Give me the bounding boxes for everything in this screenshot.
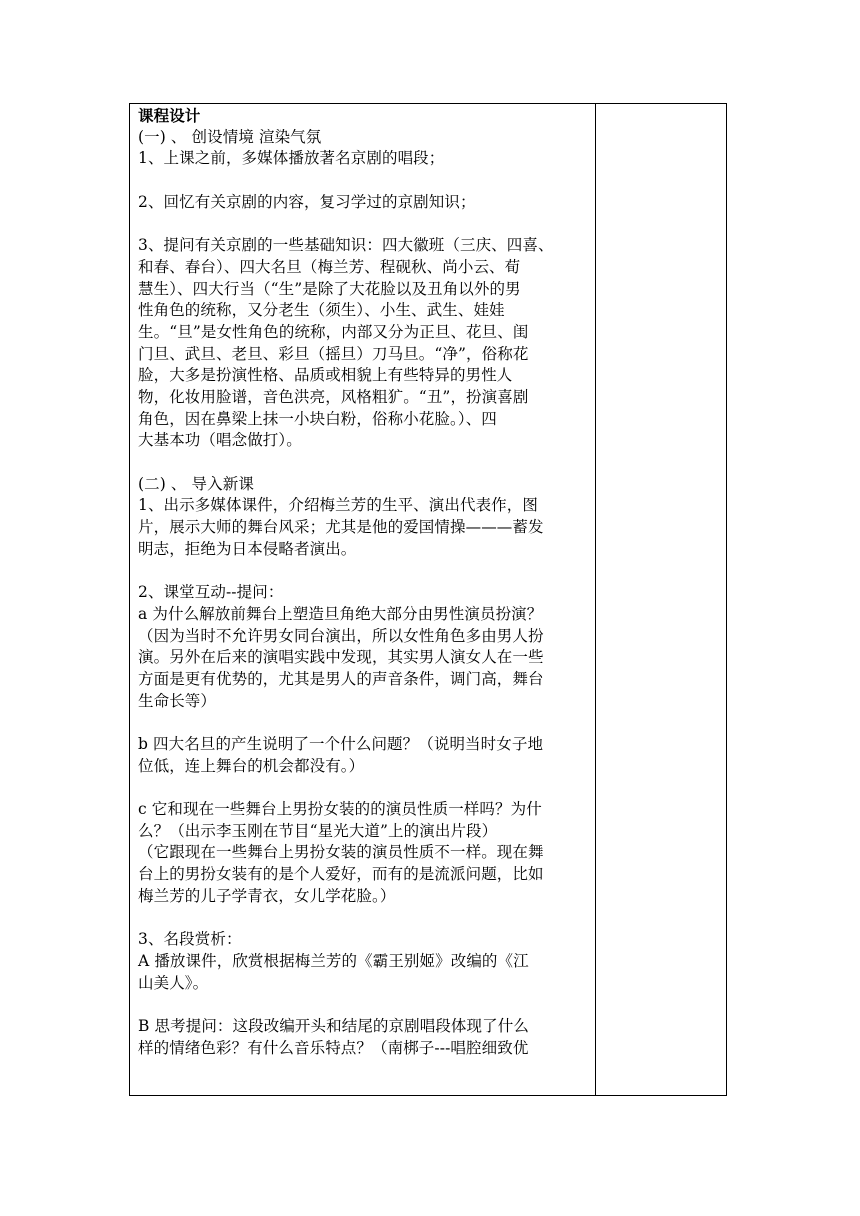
text-line: 3、名段赏析： xyxy=(138,930,242,949)
blank-line xyxy=(138,170,590,192)
text-line: 1、上课之前，多媒体播放著名京剧的唱段； xyxy=(138,149,445,168)
text-line: 大基本功（唱念做打）。 xyxy=(138,431,302,450)
text-line: （它跟现在一些舞台上男扮女装的演员性质不一样。现在舞 xyxy=(138,843,544,862)
notes-cell xyxy=(596,104,726,1095)
text-line: 物，化妆用脸谱，音色洪亮，风格粗犷。“丑”，扮演喜剧 xyxy=(138,387,529,406)
text-line: A 播放课件，欣赏根据梅兰芳的《霸王别姬》改编的《江 xyxy=(138,951,529,970)
blank-line xyxy=(138,452,590,474)
lesson-title: 课程设计 xyxy=(138,106,201,125)
blank-line xyxy=(138,712,590,734)
text-line: 脸，大多是扮演性格、品质或相貌上有些特异的男性人 xyxy=(138,366,513,385)
text-line: 演。另外在后来的演唱实践中发现，其实男人演女人在一些 xyxy=(138,648,544,667)
text-line: 梅兰芳的儿子学青衣，女儿学花脸。） xyxy=(138,886,396,905)
text-line: 和春、春台）、四大名旦（梅兰芳、程砚秋、尚小云、荀 xyxy=(138,257,521,276)
text-line: 方面是更有优势的，尤其是男人的声音条件，调门高，舞台 xyxy=(138,669,544,688)
text-line: 1、出示多媒体课件，介绍梅兰芳的生平、演出代表作，图 xyxy=(138,496,538,515)
lesson-content-cell xyxy=(138,105,590,1059)
text-line: 门旦、武旦、老旦、彩旦（摇旦）刀马旦。“净”，俗称花 xyxy=(138,344,529,363)
text-line: 生。“旦”是女性角色的统称，内部又分为正旦、花旦、闺 xyxy=(138,322,529,341)
text-line: c 它和现在一些舞台上男扮女装的的演员性质一样吗？为什 xyxy=(138,800,542,818)
text-line: 2、课堂互动--提问： xyxy=(138,583,284,602)
text-line: 片，展示大师的舞台风采；尤其是他的爱国情操———蓄发 xyxy=(138,518,544,537)
text-line: 2、回忆有关京剧的内容，复习学过的京剧知识； xyxy=(138,192,476,211)
blank-line xyxy=(138,213,590,235)
text-line: 么？（出示李玉刚在节目“星光大道”上的演出片段） xyxy=(138,821,498,840)
text-line: 明志，拒绝为日本侵略者演出。 xyxy=(138,539,357,558)
text-line: B 思考提问：这段改编开头和结尾的京剧唱段体现了什么 xyxy=(138,1016,529,1035)
text-line: 样的情绪色彩？有什么音乐特点？（南梆子---唱腔细致优 xyxy=(138,1038,529,1057)
text-line: 山美人》。 xyxy=(138,973,209,992)
text-line: 位低，连上舞台的机会都没有。） xyxy=(138,756,365,775)
blank-line xyxy=(138,560,590,582)
text-line: (一) 、 创设情境 渲染气氛 xyxy=(138,127,322,146)
blank-line xyxy=(138,994,590,1016)
text-line: 慧生）、四大行当（“生”是除了大花脸以及丑角以外的男 xyxy=(138,279,521,298)
text-line: 台上的男扮女装有的是个人爱好，而有的是流派问题，比如 xyxy=(138,865,544,884)
text-line: 3、提问有关京剧的一些基础知识：四大徽班（三庆、四喜、 xyxy=(138,236,554,255)
text-line: a 为什么解放前舞台上塑造旦角绝大部分由男性演员扮演？ xyxy=(138,604,543,623)
blank-line xyxy=(138,907,590,929)
text-line: (二) 、 导入新课 xyxy=(138,474,254,493)
lesson-table xyxy=(129,103,727,1096)
blank-line xyxy=(138,777,590,799)
text-line: 角色，因在鼻梁上抹一小块白粉，俗称小花脸。）、四 xyxy=(138,409,497,428)
text-line: 性角色的统称，又分老生（须生）、小生、武生、娃娃 xyxy=(138,301,505,320)
text-line: 生命长等） xyxy=(138,691,217,710)
lesson-body xyxy=(138,127,590,1060)
text-line: （因为当时不允许男女同台演出，所以女性角色多由男人扮 xyxy=(138,626,544,645)
text-line: b 四大名旦的产生说明了一个什么问题？（说明当时女子地 xyxy=(138,734,544,753)
